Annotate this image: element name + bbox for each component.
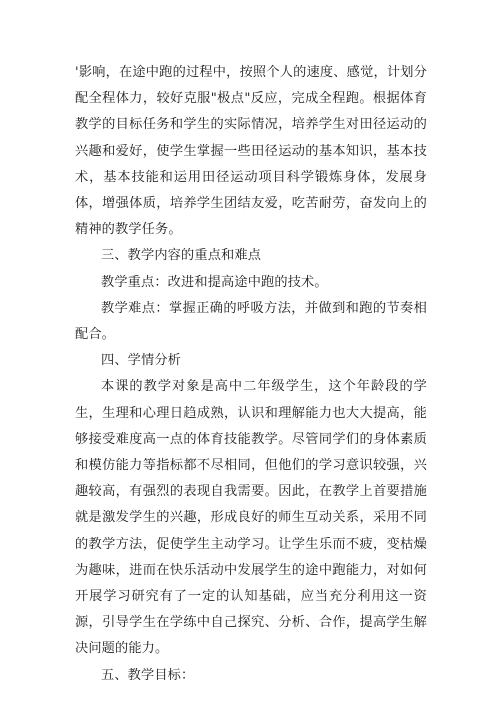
document-body: [75, 60, 427, 689]
key-point-paragraph: 教学重点：改进和提高途中跑的技术。: [101, 274, 328, 290]
student-analysis-paragraph: 本课的教学对象是高中二年级学生，这个年龄段的学生，生理和心理日趋成熟，认识和理解能力也大大提高，能够接受难度高一点的体育技能教学。尽管同学们的身体素质和模仿能力等指标都不尽相同，但他们的学习意识较强，兴趣较高，有强烈的表现自我需要。因此，在教学上首要措施就是激发学生的兴趣，形成良好的师生互动关系，采用不同的教学方法，促使学生主动学习。让学生乐而不疲，变枯燥为趣味，进而在快乐活动中发展学生的途中跑能力，对如何开展学习研究有了一定的认知基础，应当充分利用这一资源，引导学生在学练中自己探究、分析、合作，提高学生解决问题的能力。: [75, 379, 427, 657]
paragraph-continuation: '影响，在途中跑的过程中，按照个人的速度、感觉，计划分配全程体力，较好克服"极点"反应，完成全程跑。根据体育教学的目标任务和学生的实际情况，培养学生对田径运动的兴趣和爱好，使学生掌握一些田径运动的基本知识，基本技术，基本技能和运用田径运动项目科学锻炼身体，发展身体，增强体质，培养学生团结友爱，吃苦耐劳，奋发向上的精神的教学任务。: [75, 65, 427, 238]
difficult-point-paragraph: 教学难点：掌握正确的呼吸方法，并做到和跑的节奏相配合。: [75, 300, 427, 343]
section-heading-teaching-objectives: 五、教学目标：: [101, 667, 195, 683]
section-heading-student-analysis: 四、学情分析: [101, 353, 182, 369]
section-heading-key-difficult-points: 三、教学内容的重点和难点: [101, 248, 262, 264]
